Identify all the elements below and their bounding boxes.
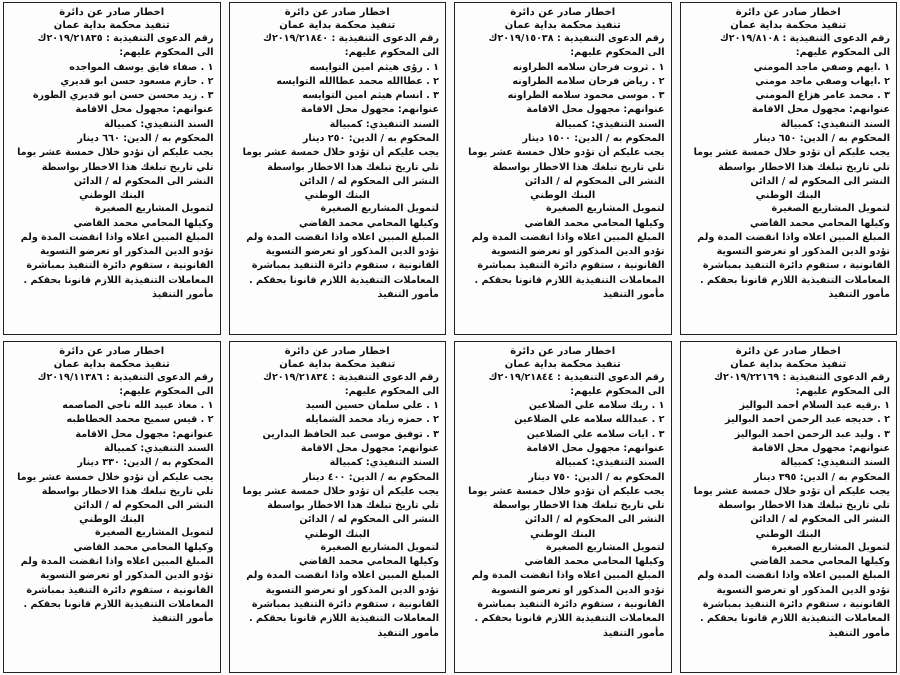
amount-label: المحكوم به / الدين:: [123, 133, 214, 145]
body-text: النشر الى المحكوم له / الدائن: [524, 175, 665, 187]
debtor-name: ٣ . انسام هيثم امين التوايسه: [302, 90, 439, 102]
body-text: المبلغ المبين اعلاه واذا انقضت المدة ولم: [246, 231, 439, 243]
amount-label: المحكوم به / الدين:: [574, 471, 665, 483]
notice-court: تنفيذ محكمة بداية عمان: [730, 20, 847, 31]
body-text: النشر الى المحكوم له / الدائن: [524, 514, 665, 526]
creditor-subtitle: لتمويل المشاريع الصغيرة: [546, 203, 665, 215]
officer-signature: مأمور التنفيذ: [603, 627, 665, 639]
debtors-label: الى المحكوم عليهم:: [344, 47, 439, 59]
debtors-label: الى المحكوم عليهم:: [119, 47, 214, 59]
amount-line: [687, 132, 891, 146]
creditor-name: البنك الوطني: [304, 528, 370, 540]
amount-value: ٧٥٠ دينار: [528, 471, 571, 483]
notice-court: تنفيذ محكمة بداية عمان: [53, 20, 170, 31]
amount-value: ٤٠٠ دينار: [302, 471, 346, 483]
notice-title: اخطار صادر عن دائرة: [59, 345, 165, 357]
case-number-line: [461, 32, 665, 46]
officer-signature: مأمور التنفيذ: [828, 289, 890, 301]
body-text: النشر الى المحكوم له / الدائن: [299, 514, 439, 526]
case-label: رقم الدعوى التنفيذية :: [331, 371, 439, 383]
creditor-subtitle: لتمويل المشاريع الصغيرة: [320, 203, 439, 215]
case-label: رقم الدعوى التنفيذية :: [331, 33, 439, 44]
debtor-name: ١ .ايهم وصفي ماجد المومني: [753, 61, 890, 73]
creditor-name: البنك الوطني: [530, 528, 596, 540]
body-text: المبلغ المبين اعلاه واذا انقضت المدة ولم: [697, 231, 890, 243]
body-text: القانونية ، ستقوم دائرة التنفيذ بمباشرة: [26, 260, 214, 272]
body-text: المعاملات التنفيذية اللازم قانونا بحقكم .: [699, 613, 890, 625]
address-line: عنوانهم: مجهول محل الاقامة: [751, 442, 890, 454]
lawyer-line: وكيلها المحامي محمد القاضي: [73, 217, 214, 229]
case-number: ٢٠١٩/٢٢١٦٩ك: [714, 371, 780, 383]
body-text: يجب عليكم أن تؤدو خلال خمسة عشر يوما: [693, 147, 890, 159]
body-text: تؤدو الدين المذكور او تعرضو التسوية: [716, 584, 890, 596]
debtor-name: ٣ . وليد عبد الرحمن احمد البواليز: [734, 428, 890, 440]
creditor-name: البنك الوطني: [79, 190, 145, 202]
notice-title: اخطار صادر عن دائرة: [284, 7, 390, 18]
notice-card: [454, 2, 672, 335]
creditor-subtitle: لتمويل المشاريع الصغيرة: [320, 541, 439, 553]
notice-court: تنفيذ محكمة بداية عمان: [504, 358, 621, 370]
creditor-subtitle: لتمويل المشاريع الصغيرة: [95, 527, 214, 539]
amount-line: [236, 132, 440, 146]
notice-court: تنفيذ محكمة بداية عمان: [730, 358, 847, 370]
debtors-label: الى المحكوم عليهم:: [570, 385, 665, 397]
officer-signature: مأمور التنفيذ: [152, 613, 214, 625]
bond-line: السند التنفيذي: كمبيالة: [780, 457, 890, 469]
lawyer-line: وكيلها المحامي محمد القاضي: [524, 217, 665, 229]
body-text: النشر الى المحكوم له / الدائن: [73, 175, 214, 187]
body-text: القانونية ، ستقوم دائرة التنفيذ بمباشرة: [26, 584, 214, 596]
case-label: رقم الدعوى التنفيذية :: [557, 371, 665, 383]
debtors-label: الى المحكوم عليهم:: [795, 385, 890, 397]
body-text: تؤدو الدين المذكور او تعرضو التسوية: [491, 584, 665, 596]
body-text: يجب عليكم أن تؤدو خلال خمسة عشر يوما: [17, 471, 214, 483]
officer-signature: مأمور التنفيذ: [377, 627, 439, 639]
body-text: يجب عليكم أن تؤدو خلال خمسة عشر يوما: [242, 147, 439, 159]
body-text: القانونية ، ستقوم دائرة التنفيذ بمباشرة: [477, 260, 665, 272]
creditor-name: البنك الوطني: [79, 514, 145, 526]
body-text: تلي تاريخ تبلغك هذا الاخطار بواسطة: [492, 161, 665, 173]
body-text: المعاملات التنفيذية اللازم قانونا بحقكم .: [474, 613, 665, 625]
creditor-name: البنك الوطني: [755, 528, 821, 540]
notice-card: [454, 341, 672, 674]
amount-value: ٢٥٠ دينار: [302, 133, 346, 145]
amount-label: المحكوم به / الدين:: [799, 133, 890, 145]
body-text: القانونية ، ستقوم دائرة التنفيذ بمباشرة: [477, 598, 665, 610]
lawyer-line: وكيلها المحامي محمد القاضي: [298, 217, 439, 229]
debtor-name: ٢ . قيس سميح محمد الخطاطبه: [66, 414, 214, 426]
body-text: المبلغ المبين اعلاه واذا انقضت المدة ولم: [697, 570, 890, 582]
notice-court: تنفيذ محكمة بداية عمان: [53, 358, 170, 370]
address-line: عنوانهم: مجهول محل الاقامة: [75, 104, 214, 116]
notice-card: [229, 341, 447, 674]
debtor-name: ٣ . زيد محسن حسن ابو قديري الطورة: [32, 90, 214, 102]
creditor-name: البنك الوطني: [530, 190, 596, 202]
debtor-name: ٣ . ايات سلامه علي الضلاعين: [526, 428, 665, 440]
lawyer-line: وكيلها المحامي محمد القاضي: [524, 556, 665, 568]
bond-line: السند التنفيذي: كمبيالة: [104, 442, 214, 454]
body-text: تلي تاريخ تبلغك هذا الاخطار بواسطة: [41, 485, 214, 497]
notice-title: اخطار صادر عن دائرة: [510, 345, 616, 357]
body-text: القانونية ، ستقوم دائرة التنفيذ بمباشرة: [702, 260, 890, 272]
debtor-name: ١ . معاذ عبيد الله ناجي الصاصمه: [62, 400, 214, 412]
notice-title: اخطار صادر عن دائرة: [510, 7, 616, 18]
body-text: تلي تاريخ تبلغك هذا الاخطار بواسطة: [41, 161, 214, 173]
debtor-name: ١ . ثروت فرحان سلامه الطراونه: [512, 61, 665, 73]
body-text: يجب عليكم أن تؤدو خلال خمسة عشر يوما: [242, 485, 439, 497]
debtor-name: ١ . رؤى هيثم امين التوايسه: [309, 61, 439, 73]
debtor-name: ٢ . حمزه زياد محمد الشمايله: [305, 414, 439, 426]
body-text: تؤدو الدين المذكور او تعرضو التسوية: [491, 246, 665, 258]
address-line: عنوانهم: مجهول محل الاقامة: [751, 104, 890, 116]
body-text: المبلغ المبين اعلاه واذا انقضت المدة ولم: [20, 556, 214, 568]
debtor-name: ٢ . عبدالله سلامه علي الضلاعين: [514, 414, 665, 426]
body-text: تلي تاريخ تبلغك هذا الاخطار بواسطة: [492, 500, 665, 512]
bond-line: السند التنفيذي: كمبيالة: [555, 457, 665, 469]
creditor-subtitle: لتمويل المشاريع الصغيرة: [546, 541, 665, 553]
body-text: المبلغ المبين اعلاه واذا انقضت المدة ولم: [20, 231, 214, 243]
amount-line: [10, 132, 214, 146]
body-text: النشر الى المحكوم له / الدائن: [750, 514, 890, 526]
case-number-line: [10, 371, 214, 385]
case-number-line: [687, 32, 891, 46]
case-label: رقم الدعوى التنفيذية :: [557, 33, 665, 44]
case-number-line: [687, 371, 891, 385]
debtor-name: ١ .رقيه عبد السلام احمد البواليز: [739, 400, 890, 412]
debtor-name: ٢ . خديجه عبد الرحمن احمد البواليز: [725, 414, 890, 426]
debtor-name: ١ . صفاء فايق يوسف المواجده: [69, 61, 214, 73]
amount-label: المحكوم به / الدين:: [348, 133, 439, 145]
debtor-name: ١ . علي سلمان حسين السيد: [305, 400, 439, 412]
case-number: ٢٠١٩/٢١٨٤٤ك: [488, 371, 554, 383]
debtor-name: ١ . ريك سلامه علي الضلاعين: [528, 400, 665, 412]
body-text: تلي تاريخ تبلغك هذا الاخطار بواسطة: [267, 161, 439, 173]
debtors-label: الى المحكوم عليهم:: [570, 47, 665, 59]
amount-value: ٦٥٠ دينار: [753, 133, 797, 145]
creditor-subtitle: لتمويل المشاريع الصغيرة: [95, 203, 214, 215]
body-text: النشر الى المحكوم له / الدائن: [750, 175, 890, 187]
body-text: تلي تاريخ تبلغك هذا الاخطار بواسطة: [718, 500, 890, 512]
body-text: المعاملات التنفيذية اللازم قانونا بحقكم .: [248, 274, 439, 286]
amount-value: ١٥٠٠ دينار: [522, 133, 571, 145]
case-label: رقم الدعوى التنفيذية :: [106, 371, 214, 383]
body-text: المعاملات التنفيذية اللازم قانونا بحقكم .: [248, 613, 439, 625]
body-text: يجب عليكم أن تؤدو خلال خمسة عشر يوما: [468, 485, 665, 497]
case-number-line: [236, 32, 440, 46]
body-text: المعاملات التنفيذية اللازم قانونا بحقكم .: [474, 274, 665, 286]
body-text: يجب عليكم أن تؤدو خلال خمسة عشر يوما: [693, 485, 890, 497]
bond-line: السند التنفيذي: كمبيالة: [329, 118, 439, 130]
amount-value: ٣٩٥ دينار: [753, 471, 797, 483]
body-text: المبلغ المبين اعلاه واذا انقضت المدة ولم: [471, 570, 665, 582]
notice-title: اخطار صادر عن دائرة: [735, 345, 841, 357]
notice-court: تنفيذ محكمة بداية عمان: [279, 20, 396, 31]
bond-line: السند التنفيذي: كمبيالة: [104, 118, 214, 130]
body-text: النشر الى المحكوم له / الدائن: [299, 175, 439, 187]
body-text: تلي تاريخ تبلغك هذا الاخطار بواسطة: [718, 161, 890, 173]
body-text: المعاملات التنفيذية اللازم قانونا بحقكم .: [23, 598, 214, 610]
bond-line: السند التنفيذي: كمبيالة: [780, 118, 890, 130]
amount-label: المحكوم به / الدين:: [123, 457, 214, 469]
body-text: النشر الى المحكوم له / الدائن: [73, 500, 214, 512]
case-label: رقم الدعوى التنفيذية :: [106, 33, 214, 44]
body-text: القانونية ، ستقوم دائرة التنفيذ بمباشرة: [251, 598, 439, 610]
notice-card: [3, 2, 221, 335]
address-line: عنوانهم: مجهول محل الاقامة: [300, 442, 439, 454]
lawyer-line: وكيلها المحامي محمد القاضي: [73, 541, 214, 553]
creditor-name: البنك الوطني: [304, 190, 370, 202]
body-text: تؤدو الدين المذكور او تعرضو التسوية: [265, 584, 439, 596]
notice-card: [680, 341, 898, 674]
officer-signature: مأمور التنفيذ: [828, 627, 890, 639]
case-number: ٢٠١٩/٨١٠٨ك: [720, 33, 780, 44]
body-text: المبلغ المبين اعلاه واذا انقضت المدة ولم: [471, 231, 665, 243]
body-text: تؤدو الدين المذكور او تعرضو التسوية: [40, 246, 214, 258]
address-line: عنوانهم: مجهول محل الاقامة: [75, 428, 214, 440]
case-number: ٢٠١٩/١٥٠٣٨ك: [488, 33, 554, 44]
notice-title: اخطار صادر عن دائرة: [59, 7, 165, 18]
notice-card: [3, 341, 221, 674]
notice-title: اخطار صادر عن دائرة: [284, 345, 390, 357]
debtor-name: ٢ . رياض فرحان سلامه الطراونه: [512, 75, 665, 87]
amount-line: [461, 471, 665, 485]
debtor-name: ٣ . توفيق موسى عبد الحافظ البدارين: [262, 428, 439, 440]
body-text: تؤدو الدين المذكور او تعرضو التسوية: [716, 246, 890, 258]
debtor-name: ٢ .ايهاب وصفي ماجد مومني: [755, 75, 890, 87]
body-text: تؤدو الدين المذكور او تعرضو التسوية: [265, 246, 439, 258]
body-text: المبلغ المبين اعلاه واذا انقضت المدة ولم: [246, 570, 439, 582]
body-text: القانونية ، ستقوم دائرة التنفيذ بمباشرة: [251, 260, 439, 272]
case-number: ٢٠١٩/٢١٨٣٤ك: [263, 371, 329, 383]
amount-value: ٦٦٠ دينار: [77, 133, 120, 145]
debtor-name: ٣ . موسى محمود سلامه الطراونه: [507, 90, 665, 102]
case-number: ٢٠١٩/١١٣٨٦ك: [37, 371, 103, 383]
debtors-label: الى المحكوم عليهم:: [119, 385, 214, 397]
debtor-name: ٣ . محمد عامر هزاع المومني: [755, 90, 890, 102]
lawyer-line: وكيلها المحامي محمد القاضي: [298, 556, 439, 568]
case-label: رقم الدعوى التنفيذية :: [782, 371, 890, 383]
notice-card: [229, 2, 447, 335]
case-number: ٢٠١٩/٢١٨٤٠ك: [263, 33, 329, 44]
body-text: تلي تاريخ تبلغك هذا الاخطار بواسطة: [267, 500, 439, 512]
amount-line: [461, 132, 665, 146]
officer-signature: مأمور التنفيذ: [377, 289, 439, 301]
creditor-name: البنك الوطني: [755, 190, 821, 202]
address-line: عنوانهم: مجهول محل الاقامة: [526, 104, 665, 116]
body-text: المعاملات التنفيذية اللازم قانونا بحقكم .: [23, 274, 214, 286]
amount-label: المحكوم به / الدين:: [574, 133, 665, 145]
notice-court: تنفيذ محكمة بداية عمان: [504, 20, 621, 31]
amount-line: [10, 456, 214, 470]
case-number-line: [461, 371, 665, 385]
lawyer-line: وكيلها المحامي محمد القاضي: [749, 217, 890, 229]
creditor-subtitle: لتمويل المشاريع الصغيرة: [771, 203, 890, 215]
case-label: رقم الدعوى التنفيذية :: [782, 33, 890, 44]
amount-value: ٣٣٠ دينار: [77, 457, 120, 469]
case-number: ٢٠١٩/٢١٨٣٥ك: [37, 33, 103, 44]
debtors-label: الى المحكوم عليهم:: [795, 47, 890, 59]
debtor-name: ٢ . حازم مسعود حسن ابو قديري: [60, 75, 214, 87]
amount-label: المحكوم به / الدين:: [799, 471, 890, 483]
case-number-line: [236, 371, 440, 385]
body-text: المعاملات التنفيذية اللازم قانونا بحقكم .: [699, 274, 890, 286]
address-line: عنوانهم: مجهول محل الاقامة: [300, 104, 439, 116]
amount-line: [687, 471, 891, 485]
debtor-name: ٢ . عطاالله محمد عطاالله التوايسه: [276, 75, 439, 87]
bond-line: السند التنفيذي: كمبيالة: [555, 118, 665, 130]
debtors-label: الى المحكوم عليهم:: [344, 385, 439, 397]
body-text: يجب عليكم أن تؤدو خلال خمسة عشر يوما: [17, 147, 214, 159]
officer-signature: مأمور التنفيذ: [603, 289, 665, 301]
amount-label: المحكوم به / الدين:: [348, 471, 439, 483]
body-text: يجب عليكم أن تؤدو خلال خمسة عشر يوما: [468, 147, 665, 159]
amount-line: [236, 471, 440, 485]
lawyer-line: وكيلها المحامي محمد القاضي: [749, 556, 890, 568]
notice-title: اخطار صادر عن دائرة: [735, 7, 841, 18]
notice-card: [680, 2, 898, 335]
body-text: القانونية ، ستقوم دائرة التنفيذ بمباشرة: [702, 598, 890, 610]
body-text: تؤدو الدين المذكور او تعرضو التسوية: [40, 570, 214, 582]
notice-court: تنفيذ محكمة بداية عمان: [279, 358, 396, 370]
bond-line: السند التنفيذي: كمبيالة: [329, 457, 439, 469]
address-line: عنوانهم: مجهول محل الاقامة: [526, 442, 665, 454]
officer-signature: مأمور التنفيذ: [152, 289, 214, 301]
creditor-subtitle: لتمويل المشاريع الصغيرة: [771, 541, 890, 553]
case-number-line: [10, 32, 214, 46]
